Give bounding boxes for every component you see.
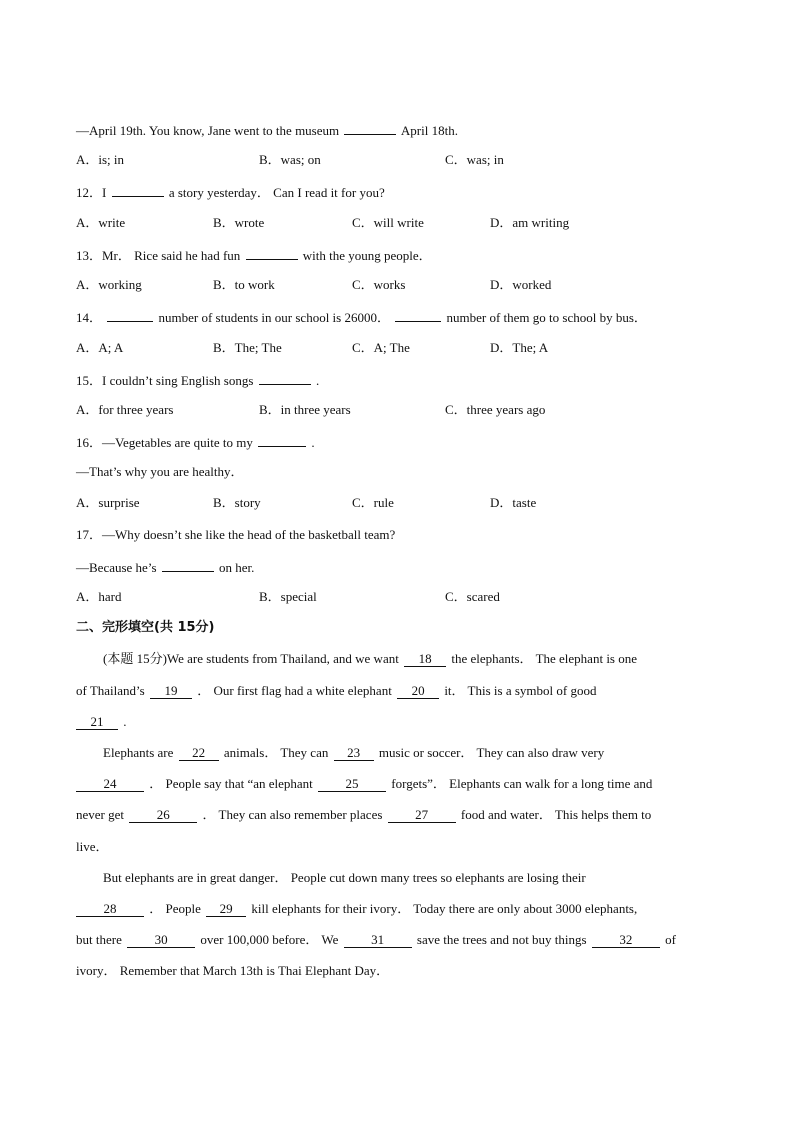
- passage-text: over 100,000 before． We: [200, 932, 339, 947]
- passage-line: But elephants are in great danger． People cut down many trees so elephants are losing their: [103, 870, 586, 885]
- q12-stem-a: 12．I: [76, 185, 107, 200]
- blank-30: 30: [127, 932, 195, 948]
- passage-text: of Thailand’s: [76, 683, 145, 698]
- q13-option-d: D．worked: [490, 277, 552, 292]
- q12-option-d: D．am writing: [490, 215, 570, 230]
- blank-20: 20: [397, 683, 439, 699]
- q17-blank: [162, 557, 214, 572]
- q11-stem-b: April 18th.: [400, 123, 458, 138]
- blank-27: 27: [388, 807, 456, 823]
- blank-23: 23: [334, 745, 374, 761]
- passage-text: but there: [76, 932, 122, 947]
- passage-text: ． People say that “an elephant: [149, 776, 313, 791]
- q15-stem-b: .: [315, 373, 320, 388]
- q16-blank: [258, 432, 306, 447]
- q16-option-c: C．rule: [352, 495, 394, 510]
- q17-reply-a: —Because he’s: [76, 560, 157, 575]
- q12-blank: [112, 182, 164, 197]
- q14-option-a: A．A; A: [76, 340, 124, 355]
- passage-text: kill elephants for their ivory． Today there are only about 3000 elephants,: [251, 901, 638, 916]
- section-title: 二、完形填空(共 15分): [76, 620, 215, 635]
- q15-stem-a: 15．I couldn’t sing English songs: [76, 373, 254, 388]
- q14-option-b: B．The; The: [213, 340, 282, 355]
- passage-line: [76, 775, 652, 793]
- q15-option-c: C．three years ago: [445, 402, 546, 417]
- passage-line: ivory． Remember that March 13th is Thai Elephant Day．: [76, 963, 390, 978]
- q14-blank-1: [107, 307, 153, 322]
- q16-reply: —That’s why you are healthy．: [76, 464, 244, 479]
- q14-option-d: D．The; A: [490, 340, 549, 355]
- q11-stem: [76, 120, 458, 140]
- q17-option-a: A．hard: [76, 589, 122, 604]
- q12-stem-b: a story yesterday． Can I read it for you?: [168, 185, 385, 200]
- q15-stem: [76, 370, 319, 390]
- q13-stem-a: 13．Mr． Rice said he had fun: [76, 248, 241, 263]
- blank-25: 25: [318, 776, 386, 792]
- q17-option-b: B．special: [259, 589, 317, 604]
- q11-blank: [344, 120, 396, 135]
- passage-text: the elephants． The elephant is one: [451, 651, 638, 666]
- q14-stem: [76, 307, 647, 327]
- blank-22: 22: [179, 745, 219, 761]
- q17-stem: 17．—Why doesn’t she like the head of the basketball team?: [76, 527, 396, 542]
- q15-blank: [259, 370, 311, 385]
- q14-stem-b: number of students in our school is 26000．: [158, 310, 390, 325]
- q13-option-a: A．working: [76, 277, 142, 292]
- passage-line: [103, 650, 637, 668]
- q12-option-c: C．will write: [352, 215, 424, 230]
- passage-text: never get: [76, 807, 125, 822]
- passage-line: [103, 744, 604, 762]
- passage-text: forgets”． Elephants can walk for a long time and: [391, 776, 653, 791]
- passage-text: of: [665, 932, 676, 947]
- blank-21: 21: [76, 714, 118, 730]
- q15-option-a: A．for three years: [76, 402, 174, 417]
- q16-option-b: B．story: [213, 495, 261, 510]
- passage-line: [76, 682, 596, 700]
- passage-text: food and water． This helps them to: [460, 807, 652, 822]
- q13-option-c: C．works: [352, 277, 406, 292]
- q16-stem-b: .: [311, 435, 315, 450]
- blank-29: 29: [206, 901, 246, 917]
- blank-18: 18: [404, 651, 446, 667]
- q14-stem-a: 14．: [76, 310, 103, 325]
- q11-stem-a: —April 19th. You know, Jane went to the museum: [76, 123, 340, 138]
- q17-option-c: C．scared: [445, 589, 500, 604]
- passage-text: Elephants are: [103, 745, 174, 760]
- passage-line: [76, 713, 127, 731]
- blank-28: 28: [76, 901, 144, 917]
- q16-option-a: A．surprise: [76, 495, 140, 510]
- passage-line: [76, 806, 651, 824]
- passage-text: music or soccer． They can also draw very: [378, 745, 605, 760]
- blank-26: 26: [129, 807, 197, 823]
- passage-line: [76, 900, 637, 918]
- q15-option-b: B．in three years: [259, 402, 351, 417]
- q13-blank: [246, 245, 298, 260]
- q17-reply-b: on her.: [219, 560, 255, 575]
- q16-stem: [76, 432, 315, 452]
- passage-text: ． People: [149, 901, 201, 916]
- passage-text: ． They can also remember places: [202, 807, 383, 822]
- q14-option-c: C．A; The: [352, 340, 410, 355]
- q13-option-b: B．to work: [213, 277, 275, 292]
- passage-text: ． Our first flag had a white elephant: [197, 683, 392, 698]
- q13-stem: [76, 245, 432, 265]
- q12-option-b: B．wrote: [213, 215, 265, 230]
- q12-stem: [76, 182, 385, 202]
- blank-31: 31: [344, 932, 412, 948]
- q16-option-d: D．taste: [490, 495, 537, 510]
- q11-option-a: A．is; in: [76, 152, 125, 167]
- q13-stem-b: with the young people．: [302, 248, 432, 263]
- q11-option-c: C．was; in: [445, 152, 504, 167]
- passage-text: (本题 15分)We are students from Thailand, and we want: [103, 651, 399, 666]
- blank-24: 24: [76, 776, 144, 792]
- passage-text: .: [123, 714, 127, 729]
- q16-stem-a: 16．—Vegetables are quite to my: [76, 435, 253, 450]
- passage-line: [76, 931, 676, 949]
- q14-blank-2: [395, 307, 441, 322]
- q14-stem-c: number of them go to school by bus．: [446, 310, 647, 325]
- blank-32: 32: [592, 932, 660, 948]
- passage-text: it． This is a symbol of good: [444, 683, 597, 698]
- blank-19: 19: [150, 683, 192, 699]
- passage-text: animals． They can: [223, 745, 329, 760]
- q17-reply: [76, 557, 254, 577]
- passage-text: save the trees and not buy things: [416, 932, 587, 947]
- q11-option-b: B．was; on: [259, 152, 321, 167]
- passage-line: live．: [76, 839, 109, 854]
- q12-option-a: A．write: [76, 215, 126, 230]
